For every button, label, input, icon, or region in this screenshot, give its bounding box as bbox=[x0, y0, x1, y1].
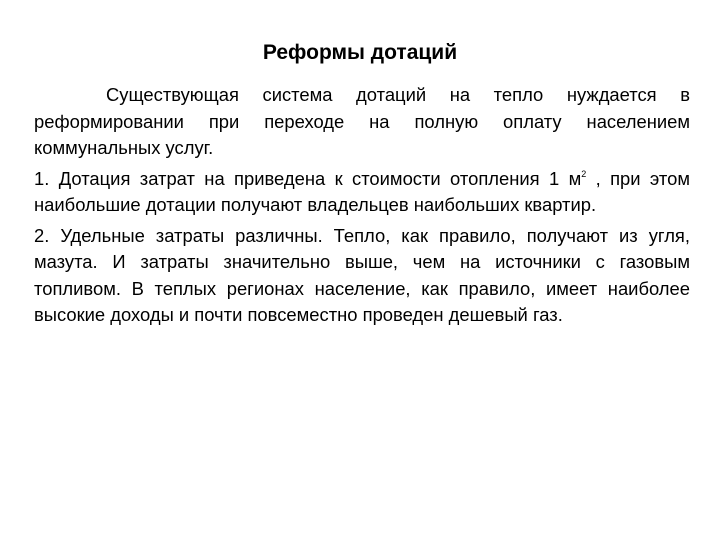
slide-body bbox=[34, 82, 690, 333]
point-2-paragraph: 2. Удельные затраты различны. Тепло, как правило, получают из угля, мазута. И затраты значительно выше, чем на источники с газовым топливом. В теплых регионах население, как правило, имеет наиболее высокие доходы и почти повсеместно проведен дешевый газ. bbox=[34, 224, 690, 325]
point-1-text: 1. Дотация затрат на приведена к стоимости отопления 1 м bbox=[34, 167, 582, 189]
intro-paragraph: Существующая система дотаций на тепло нуждается в реформировании при переходе на полную оплату населением коммунальных услуг. bbox=[34, 84, 690, 158]
point-1-paragraph bbox=[34, 166, 690, 219]
point-1-text-continued: , при этом наибольшие дотации получают владельцев наибольших квартир. bbox=[34, 167, 690, 215]
slide-title: Реформы дотаций bbox=[262, 41, 458, 64]
square-superscript: 2 bbox=[581, 168, 587, 179]
